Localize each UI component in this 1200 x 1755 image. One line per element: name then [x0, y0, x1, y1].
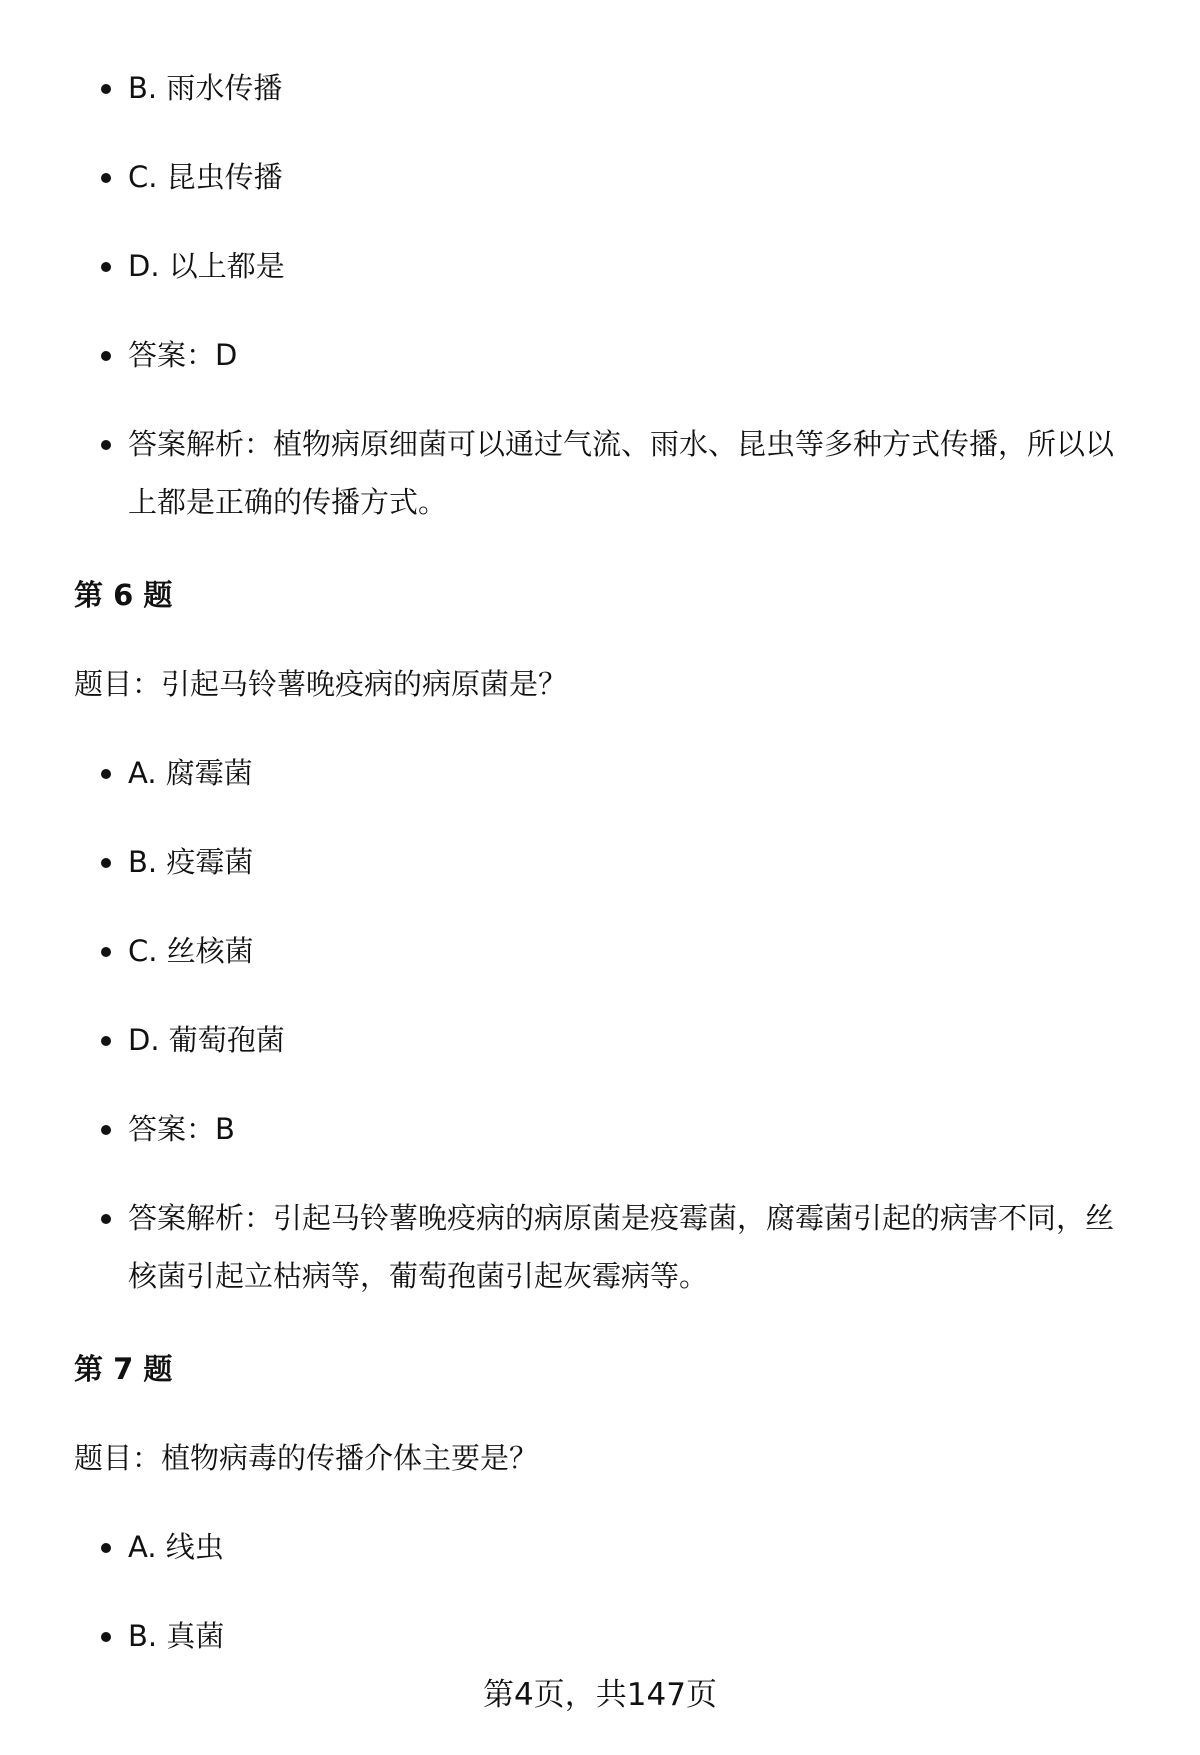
explanation-line: 核菌引起立枯病等，葡萄孢菌引起灰霉病等。: [128, 1259, 709, 1293]
explanation-item: [128, 415, 1148, 531]
answer-item: 答案：D: [128, 326, 1148, 384]
page-number-footer: 第4页，共147页: [483, 1677, 717, 1713]
question-heading: 第 7 题: [74, 1352, 173, 1386]
option-item: A. 线虫: [128, 1518, 1148, 1576]
option-item: B. 疫霉菌: [128, 833, 1148, 891]
option-item: C. 丝核菌: [128, 922, 1148, 980]
option-item: B. 真菌: [128, 1607, 1148, 1665]
question-text: 题目：引起马铃薯晚疫病的病原菌是？: [74, 667, 568, 701]
explanation-item: [128, 1189, 1148, 1305]
explanation-line: 答案解析：植物病原细菌可以通过气流、雨水、昆虫等多种方式传播，所以以: [128, 427, 1115, 461]
option-item: D. 以上都是: [128, 237, 1148, 295]
option-item: D. 葡萄孢菌: [128, 1011, 1148, 1069]
answer-item: 答案：B: [128, 1100, 1148, 1158]
explanation-line: 上都是正确的传播方式。: [128, 485, 448, 519]
option-item: C. 昆虫传播: [128, 148, 1148, 206]
option-item: A. 腐霉菌: [128, 744, 1148, 802]
option-item: B. 雨水传播: [128, 59, 1148, 117]
explanation-line: 答案解析：引起马铃薯晚疫病的病原菌是疫霉菌，腐霉菌引起的病害不同，丝: [128, 1201, 1115, 1235]
question-heading: 第 6 题: [74, 578, 173, 612]
question-text: 题目：植物病毒的传播介体主要是？: [74, 1441, 539, 1475]
